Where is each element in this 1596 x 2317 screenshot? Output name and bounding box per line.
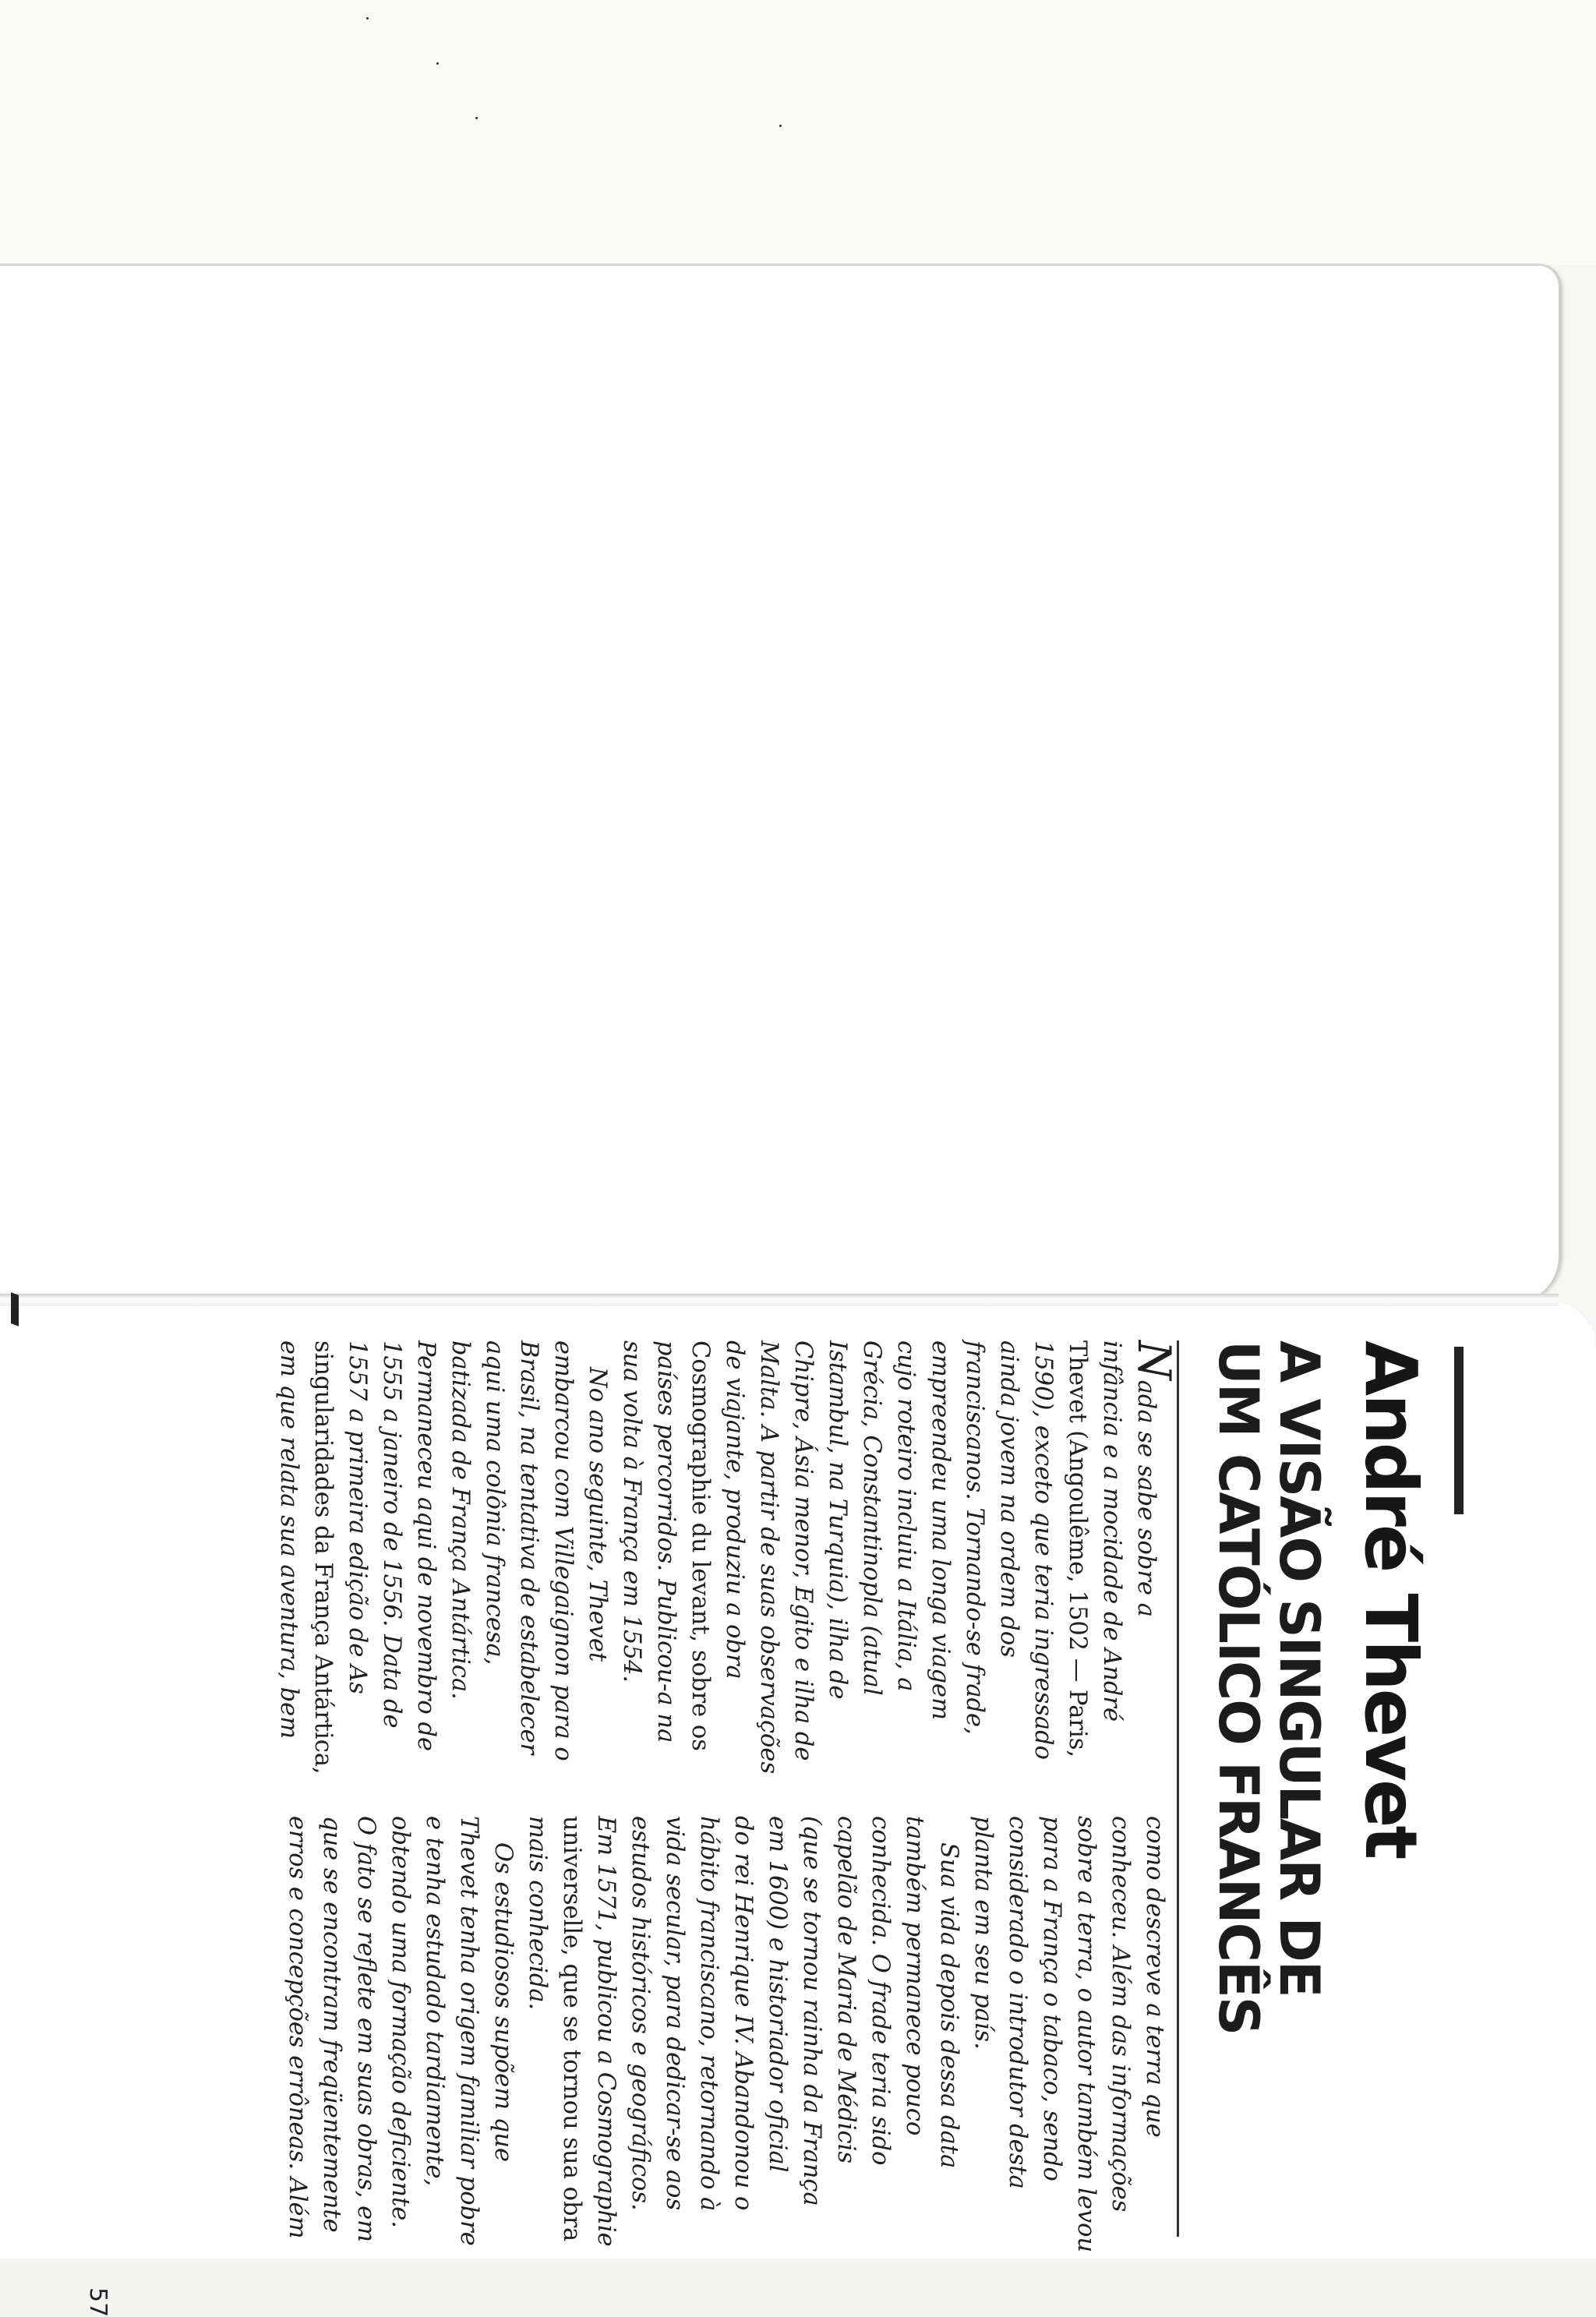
title-rule-short [1454, 1347, 1464, 1514]
body-line: Cosmographie du levant, sobre os [687, 1340, 714, 1751]
blank-facing-page [0, 263, 1562, 1302]
body-line: embarcou com Villegaignon para o [549, 1340, 577, 1761]
title-line: UM CATÓLICO FRANCÊS [1206, 1340, 1270, 2035]
scanner-margin [0, 0, 1596, 265]
dropcap: N [1128, 1340, 1181, 1380]
body-line: (que se tornou rainha da França [798, 1816, 825, 2206]
body-line: empreendeu uma longa viagem [927, 1340, 954, 1721]
body-line: considerado o introdutor desta [1004, 1816, 1031, 2189]
gutter-mark [11, 1292, 19, 1326]
body-line: que se encontram freqüentemente [318, 1816, 345, 2233]
body-line: de viajante, produziu a obra [721, 1340, 748, 1679]
body-line: Sua vida depois dessa data [935, 1842, 962, 2169]
body-line: Brasil, na tentativa de estabelecer [515, 1340, 542, 1755]
rotated-article [84, 1340, 1596, 2317]
body-line: sobre a terra, o autor também levou [1072, 1816, 1100, 2253]
body-line: Thevet tenha origem familiar pobre [455, 1816, 482, 2246]
body-line [1128, 1340, 1181, 1761]
body-line: Os estudiosos supõem que [489, 1842, 517, 2163]
title-line: A VISÃO SINGULAR DE [1267, 1340, 1331, 1997]
body-line: 1555 a janeiro de 1556. Data de [378, 1340, 405, 1729]
body-line: erros e concepções errôneas. Além [284, 1816, 311, 2239]
book-gutter [0, 1294, 1559, 1306]
body-line: Istambul, na Turquia), ilha de [824, 1340, 851, 1700]
body-line: singularidades da França Antártica, [309, 1340, 337, 1775]
dust-speck [366, 17, 369, 19]
body-line: vida secular, para dedicar-se aos [661, 1816, 688, 2211]
body-line: também permanece pouco [901, 1816, 928, 2136]
body-line: capelão de Maria de Médicis [832, 1816, 860, 2164]
body-line: franciscanos. Tornando-se frade, [961, 1340, 988, 1735]
body-line: obtendo uma formação deficiente. [387, 1816, 414, 2228]
body-line: universelle, que se tornou sua obra [558, 1816, 585, 2242]
dust-speck [779, 125, 782, 127]
body-line: em que relata sua aventura, bem [275, 1340, 302, 1740]
body-line: Permaneceu aqui de novembro de [412, 1340, 440, 1752]
body-line: infância e a mocidade de André [1098, 1340, 1125, 1722]
body-line: batizada de França Antártica. [447, 1340, 474, 1700]
body-line: cujo roteiro incluiu a Itália, a [892, 1340, 920, 1692]
body-line: estudos históricos e geográficos. [627, 1816, 654, 2211]
text-column-left [271, 1340, 1181, 1775]
body-line: para a França o tabaco, sendo [1038, 1816, 1065, 2181]
paragraph [280, 1816, 1171, 2253]
body-line: Malta. A partir de suas observações [755, 1340, 782, 1775]
body-line: O fato se reflete em suas obras, em [352, 1816, 380, 2243]
body-line: do rei Henrique IV. Abandonou o [729, 1816, 757, 2211]
dust-speck [475, 117, 478, 119]
body-line: Thevet (Angoulême, 1502 — Paris, [1064, 1340, 1091, 1758]
body-line: aqui uma colônia francesa, [481, 1340, 508, 1665]
body-line: hábito franciscano, retornando à [695, 1816, 722, 2212]
body-line: 1590), exceto que teria ingressado [1029, 1340, 1057, 1760]
body-line: e tenha estudado tardiamente, [421, 1816, 448, 2187]
body-line: conheceu. Além das informações [1107, 1816, 1134, 2213]
body-line: planta em seu país. [969, 1816, 997, 2050]
page-number: 57 [84, 2287, 111, 2317]
body-line-text: ada se sabe sobre a [1132, 1379, 1160, 1617]
body-line: conhecida. O frade teria sido [867, 1816, 894, 2166]
paragraph [271, 1340, 1181, 1775]
author-name: André Thevet [1349, 1340, 1432, 1858]
title-rule-long [1177, 1340, 1179, 2237]
body-line: mais conhecida. [524, 1816, 551, 2011]
body-line: países percorridos. Publicou-a na [652, 1340, 680, 1743]
body-line: No ano seguinte, Thevet [584, 1367, 611, 1662]
body-line: como descreve a terra que [1141, 1816, 1168, 2138]
body-line: Grécia, Constantinopla (atual [858, 1340, 885, 1696]
body-line: ainda jovem na ordem dos [995, 1340, 1022, 1658]
text-column-right [280, 1816, 1171, 2253]
article-title [1208, 1340, 1329, 2034]
body-line: Em 1571, publicou a Cosmographie [592, 1816, 620, 2247]
dust-speck [436, 62, 439, 65]
body-line: em 1600) e historiador oficial [764, 1816, 791, 2173]
body-line: 1557 a primeira edição de As [344, 1340, 371, 1694]
body-line: Chipre, Ásia menor, Egito e ilha de [789, 1340, 817, 1761]
body-line: sua volta à França em 1554. [618, 1340, 645, 1683]
